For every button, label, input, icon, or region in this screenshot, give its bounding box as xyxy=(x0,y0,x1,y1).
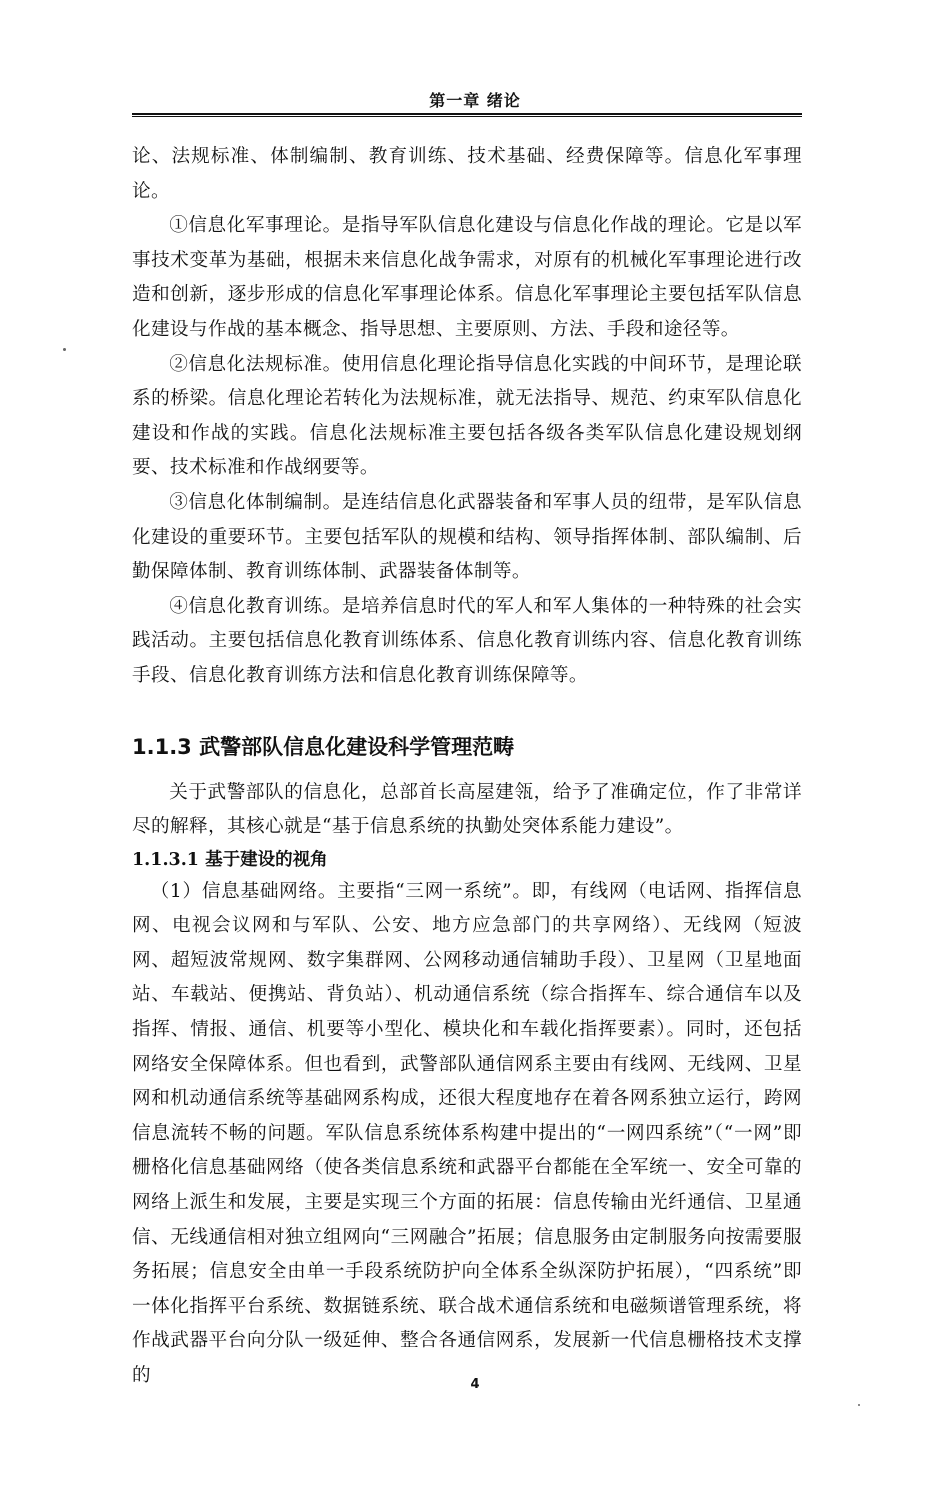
body-text xyxy=(132,140,802,1394)
paragraph-military-theory: ①信息化军事理论。是指导军队信息化建设与信息化作战的理论。它是以军事技术变革为基础，根据未来信息化战争需求，对原有的机械化军事理论进行改造和创新，逐步形成的信息化军事理论体系。信息化军事理论主要包括军队信息化建设与作战的基本概念、指导思想、主要原则、方法、手段和途径等。 xyxy=(132,215,802,340)
subsection-heading: 1.1.3.1 基于建设的视角 xyxy=(132,849,328,870)
header-rule xyxy=(132,113,802,117)
section-heading: 1.1.3 武警部队信息化建设科学管理范畴 xyxy=(132,734,515,759)
page-number: 4 xyxy=(470,1377,480,1392)
paragraph-info-network: （1）信息基础网络。主要指“三网一系统”。即，有线网（电话网、指挥信息网、电视会议网和与军队、公安、地方应急部门的共享网络）、无线网（短波网、超短波常规网、数字集群网、公网移动通信辅助手段）、卫星网（卫星地面站、车载站、便携站、背负站）、机动通信系统（综合指挥车、综合通信车以及指挥、情报、通信、机要等小型化、模块化和车载化指挥要素）。同时，还包括网络安全保障体系。但也看到，武警部队通信网系主要由有线网、无线网、卫星网和机动通信系统等基础网系构成，还很大程度地存在着各网系独立运行，跨网信息流转不畅的问题。军队信息系统体系构建中提出的“一网四系统”（“一网”即栅格化信息基础网络（使各类信息系统和武器平台都能在全军统一、安全可靠的网络上派生和发展，主要是实现三个方面的拓展：信息传输由光纤通信、卫星通信、无线通信相对独立组网向“三网融合”拓展；信息服务由定制服务向按需要服务拓展；信息安全由单一手段系统防护向全体系全纵深防护拓展），“四系统”即一体化指挥平台系统、数据链系统、联合战术通信系统和电磁频谱管理系统，将作战武器平台向分队一级延伸、整合各通信网系，发展新一代信息栅格技术支撑的 xyxy=(132,880,802,1386)
paragraph-continuation: 论、法规标准、体制编制、教育训练、技术基础、经费保障等。信息化军事理论。 xyxy=(132,146,802,202)
scan-speck xyxy=(858,1404,860,1406)
paragraph-intro: 关于武警部队的信息化，总部首长高屋建瓴，给予了准确定位，作了非常详尽的解释，其核心就是“基于信息系统的执勤处突体系能力建设”。 xyxy=(132,781,802,838)
chapter-header-title: 第一章 绪论 xyxy=(429,91,521,110)
paragraph-regulations-standards: ②信息化法规标准。使用信息化理论指导信息化实践的中间环节，是理论联系的桥梁。信息化理论若转化为法规标准，就无法指导、规范、约束军队信息化建设和作战的实践。信息化法规标准主要包括各级各类军队信息化建设规划纲要、技术标准和作战纲要等。 xyxy=(132,353,802,479)
section-gap xyxy=(132,694,802,732)
heading-gap xyxy=(132,762,802,776)
paragraph-organization-system: ③信息化体制编制。是连结信息化武器装备和军事人员的纽带，是军队信息化建设的重要环节。主要包括军队的规模和结构、领导指挥体制、部队编制、后勤保障体制、教育训练体制、武器装备体制等。 xyxy=(132,491,802,583)
scan-speck xyxy=(63,348,66,351)
paragraph-education-training: ④信息化教育训练。是培养信息时代的军人和军人集体的一种特殊的社会实践活动。主要包括信息化教育训练体系、信息化教育训练内容、信息化教育训练手段、信息化教育训练方法和信息化教育训练保障等。 xyxy=(132,595,802,686)
